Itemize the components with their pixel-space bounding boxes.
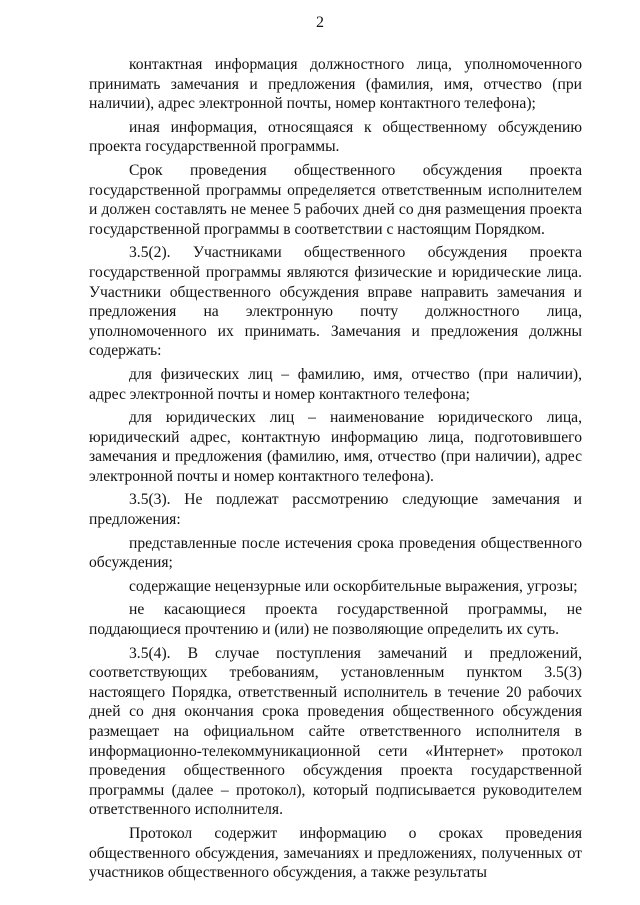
paragraph-other-info: иная информация, относящаяся к общественному обсуждению проекта государственной программы. (89, 118, 582, 156)
paragraph-unrelated: не касающиеся проекта государственной программы, не поддающиеся прочтению и (или) не позволяющие определить их суть. (89, 601, 582, 639)
paragraph-3-5-3-not-considered: 3.5(3). Не подлежат рассмотрению следующие замечания и предложения: (89, 491, 582, 529)
paragraph-3-5-2-participants: 3.5(2). Участниками общественного обсуждения проекта государственной программы являются физические и юридические лица. Участники общественного обсуждения вправе направить замечания и предложения на электронную почту должностного лица, уполномоченного их принимать. Замечания и предложения должны содержать: (89, 244, 582, 360)
paragraph-discussion-period: Срок проведения общественного обсуждения проекта государственной программы определяется ответственным исполнителем и должен составлять не менее 5 рабочих дней со дня размещения проекта государственной программы в соответствии с настоящим Порядком. (89, 161, 582, 238)
paragraph-contact-info: контактная информация должностного лица, уполномоченного принимать замечания и предложения (фамилия, имя, отчество (при наличии), адрес электронной почты, номер контактного телефона); (89, 56, 582, 113)
paragraph-protocol-contents: Протокол содержит информацию о сроках проведения общественного обсуждения, замечаниях и предложениях, полученных от участников общественного обсуждения, а также результаты (89, 824, 582, 882)
paragraph-legal-entities: для юридических лиц – наименование юридического лица, юридический адрес, контактную информацию лица, подготовившего замечания и предложения (фамилию, имя, отчество (при наличии), адрес электронной почты и номер контактного телефона). (89, 409, 582, 485)
page-number: 2 (316, 14, 324, 31)
paragraph-individuals: для физических лиц – фамилию, имя, отчество (при наличии), адрес электронной почты и номер контактного телефона; (89, 365, 582, 403)
paragraph-obscene: содержащие нецензурные или оскорбительные выражения, угрозы; (129, 577, 578, 595)
paragraph-after-deadline: представленные после истечения срока проведения общественного обсуждения; (89, 534, 582, 572)
document-text (89, 51, 582, 883)
paragraph-3-5-4-protocol: 3.5(4). В случае поступления замечаний и предложений, соответствующих требованиям, установленным пунктом 3.5(3) настоящего Порядка, ответственный исполнитель в течение 20 рабочих дней со дня окончания срока проведения общественного обсуждения размещает на официальном сайте ответственного исполнителя в информационно-телекоммуникационной сети «Интернет» протокол проведения общественного обсуждения проекта государственной программы (далее – протокол), который подписывается руководителем ответственного исполнителя. (89, 644, 582, 819)
